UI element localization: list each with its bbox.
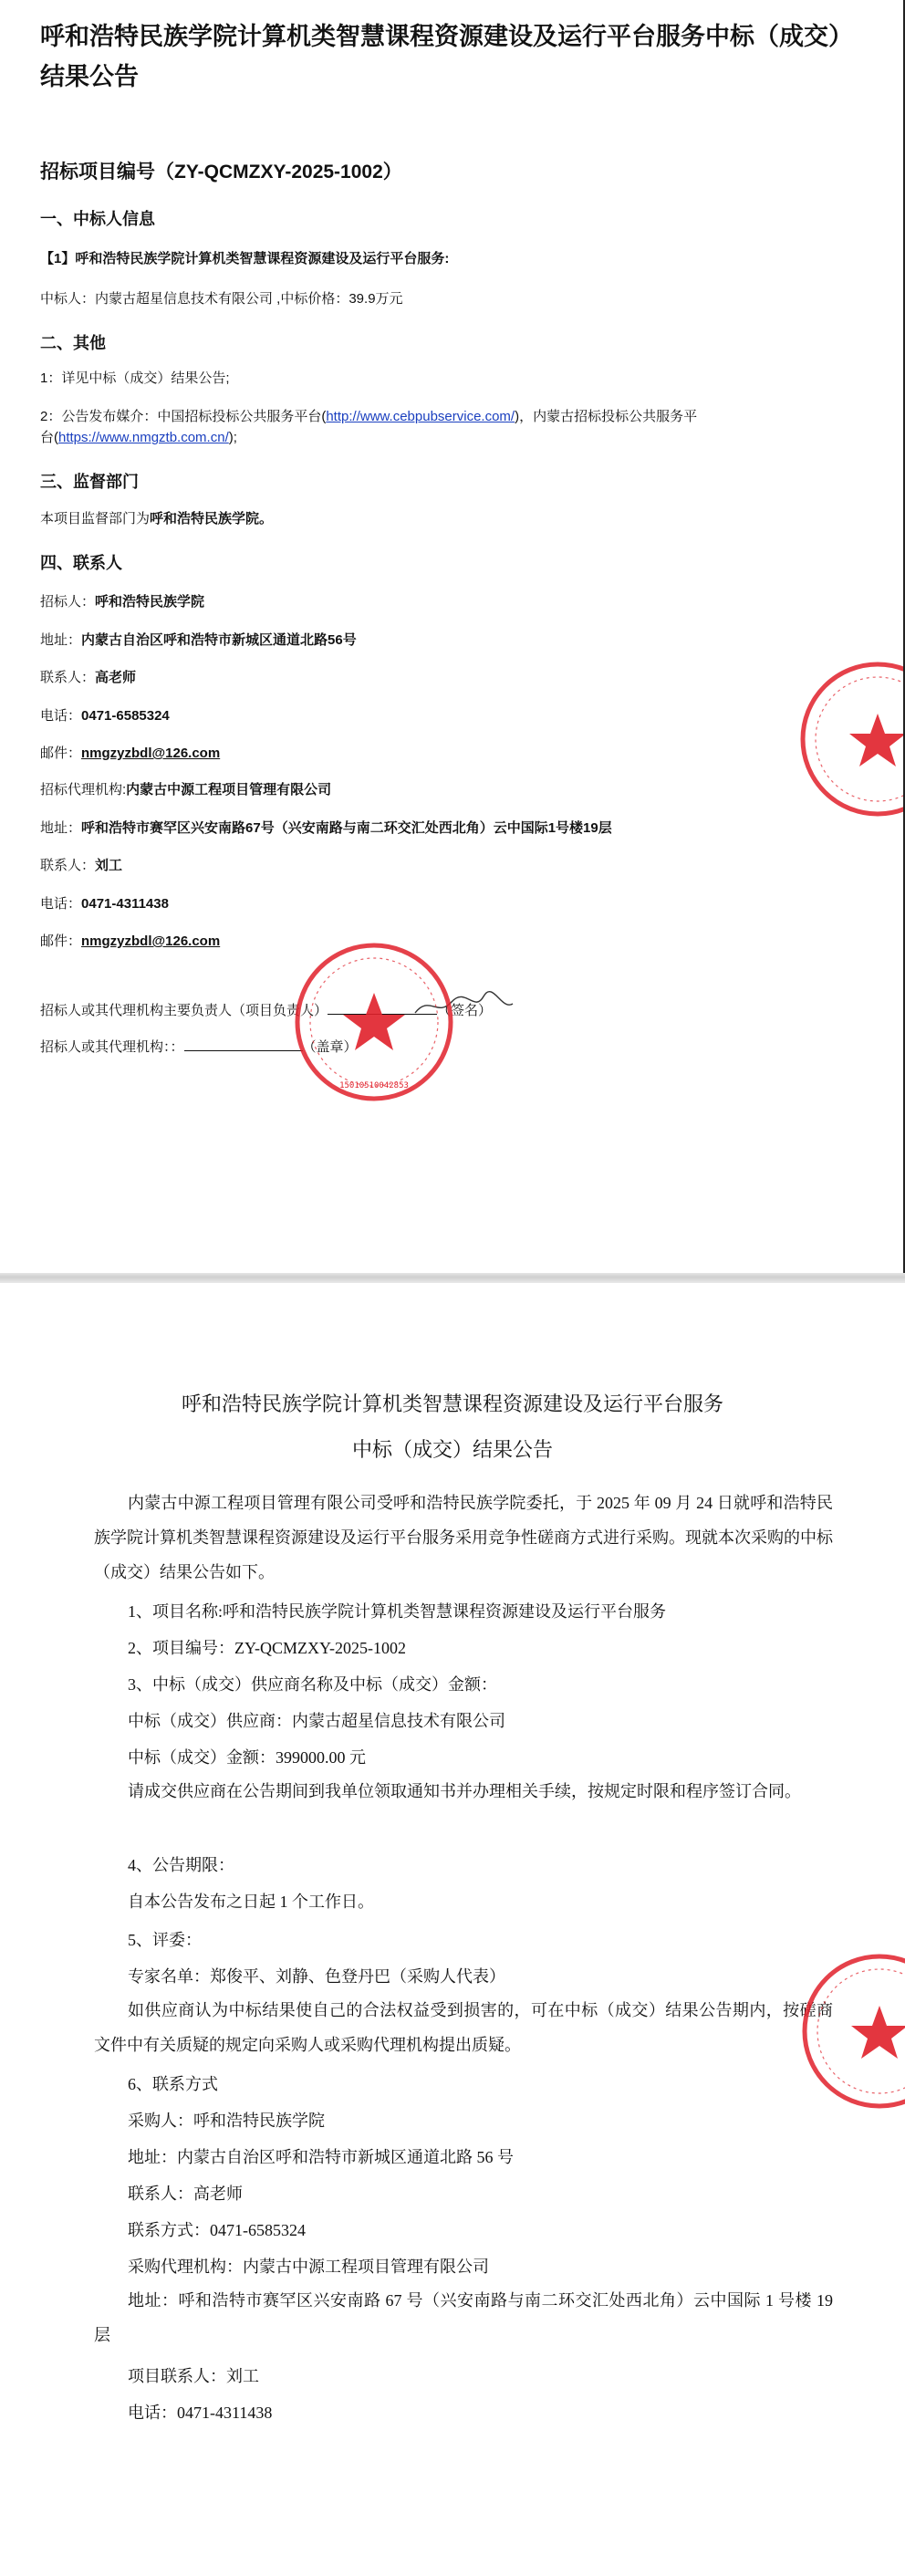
purchaser-line: 采购人：呼和浩特民族学院 <box>128 2112 325 2130</box>
agent-contact-line: 联系人：刘工 <box>40 858 123 873</box>
period-line: 自本公告发布之日起 1 个工作日。 <box>128 1893 374 1911</box>
supplier-heading: 3、中标（成交）供应商名称及中标（成交）金额： <box>128 1675 497 1694</box>
supplier-name-line: 中标（成交）供应商：内蒙古超星信息技术有限公司 <box>128 1712 505 1730</box>
section-heading-other: 二、其他 <box>40 334 106 352</box>
company-seal-stamp <box>292 940 456 1104</box>
other-line-3: 台(https://www.nmgztb.com.cn/); <box>40 430 237 445</box>
agency-contact-line: 项目联系人：刘工 <box>128 2367 259 2385</box>
project-number: 招标项目编号（ZY-QCMZXY-2025-1002） <box>40 162 402 183</box>
other-line-2: 2：公告发布媒介：中国招标投标公共服务平台(http://www.cebpubservice.com/)，内蒙古招标投标公共服务平 <box>40 409 698 424</box>
stamp-line: 招标人或其代理机构：： （盖章） <box>40 1039 358 1055</box>
contract-instruction: 请成交供应商在公告期间到我单位领取通知书并办理相关手续，按规定时限和程序签订合同。 <box>128 1782 801 1800</box>
cebpubservice-link[interactable]: http://www.cebpubservice.com/ <box>326 409 515 424</box>
purchaser-address-line: 地址：内蒙古自治区呼和浩特市新城区通道北路 56 号 <box>128 2148 514 2166</box>
tenderer-email-link[interactable]: nmgzyzbdl@126.com <box>81 746 221 761</box>
reviewers-heading: 5、评委： <box>128 1931 202 1949</box>
tenderer-phone-line: 电话：0471-6585324 <box>40 708 170 724</box>
contacts-heading: 6、联系方式 <box>128 2075 218 2093</box>
experts-line: 专家名单：郑俊平、刘静、色登丹巴（采购人代表） <box>128 1967 505 1986</box>
project-number-line: 2、项目编号：ZY-QCMZXY-2025-1002 <box>128 1639 406 1657</box>
agency-address-line: 地址：呼和浩特市赛罕区兴安南路 67 号（兴安南路与南二环交汇处西北角）云中国际 1 号楼 19 层 <box>94 2291 833 2344</box>
purchaser-contact-line: 联系人：高老师 <box>128 2185 243 2203</box>
supervision-text: 本项目监督部门为呼和浩特民族学院。 <box>40 511 274 527</box>
institution-seal-stamp <box>796 657 905 821</box>
winner-info: 中标人：内蒙古超星信息技术有限公司 ,中标价格：39.9万元 <box>40 291 403 307</box>
section-heading-contacts: 四、联系人 <box>40 554 122 572</box>
notice-intro: 内蒙古中源工程项目管理有限公司受呼和浩特民族学院委托，于 2025 年 09 月 24 日就呼和浩特民族学院计算机类智慧课程资源建设及运行平台服务采用竞争性磋商方式进行采购。现就本次采购的中标（成交）结果公告如下。 <box>94 1494 833 1581</box>
signature-line: 招标人或其代理机构主要负责人（项目负责人） （签名） <box>40 1003 493 1018</box>
agent-line: 招标代理机构:内蒙古中源工程项目管理有限公司 <box>40 782 332 798</box>
tenderer-contact-line: 联系人：高老师 <box>40 670 137 685</box>
announcement-page-1 <box>0 0 905 1273</box>
agent-email-link[interactable]: nmgzyzbdl@126.com <box>81 933 221 949</box>
award-amount-line: 中标（成交）金额：399000.00 元 <box>128 1748 366 1767</box>
tenderer-line: 招标人：呼和浩特民族学院 <box>40 594 205 610</box>
agent-email-line: 邮件：nmgzyzbdl@126.com <box>40 933 221 949</box>
other-line-1: 1：详见中标（成交）结果公告; <box>40 370 230 386</box>
notice-title-line-1: 呼和浩特民族学院计算机类智慧课程资源建设及运行平台服务 <box>181 1392 723 1415</box>
agent-phone-line: 电话：0471-4311438 <box>40 896 169 912</box>
agent-address-line: 地址：呼和浩特市赛罕区兴安南路67号（兴安南路与南二环交汇处西北角）云中国际1号楼19层 <box>40 820 612 836</box>
project-name-line: 1、项目名称:呼和浩特民族学院计算机类智慧课程资源建设及运行平台服务 <box>128 1602 666 1621</box>
agency-line: 采购代理机构：内蒙古中源工程项目管理有限公司 <box>128 2258 489 2276</box>
page-title: 呼和浩特民族学院计算机类智慧课程资源建设及运行平台服务中标（成交）结果公告 <box>40 23 853 90</box>
agency-seal-stamp <box>797 1949 905 2113</box>
purchaser-phone-line: 联系方式：0471-6585324 <box>128 2221 306 2239</box>
notice-title-line-2: 中标（成交）结果公告 <box>351 1438 553 1461</box>
tenderer-email-line: 邮件：nmgzyzbdl@126.com <box>40 746 221 761</box>
page-separator <box>0 1273 905 1283</box>
agency-phone-line: 电话：0471-4311438 <box>128 2404 273 2422</box>
nmgztb-link[interactable]: https://www.nmgztb.com.cn/ <box>58 430 229 445</box>
period-heading: 4、公告期限： <box>128 1856 234 1874</box>
tenderer-address-line: 地址：内蒙古自治区呼和浩特市新城区通道北路56号 <box>40 632 357 648</box>
svg-text:15010510042853: 15010510042853 <box>339 1081 409 1090</box>
winner-item: 【1】呼和浩特民族学院计算机类智慧课程资源建设及运行平台服务: <box>40 251 450 266</box>
section-heading-winner: 一、中标人信息 <box>40 210 155 228</box>
section-heading-supervision: 三、监督部门 <box>40 473 139 491</box>
complaint-text: 如供应商认为中标结果使自己的合法权益受到损害的，可在中标（成交）结果公告期内，按磋商文件中有关质疑的规定向采购人或采购代理机构提出质疑。 <box>94 2001 833 2054</box>
announcement-page-2 <box>0 1283 905 2576</box>
